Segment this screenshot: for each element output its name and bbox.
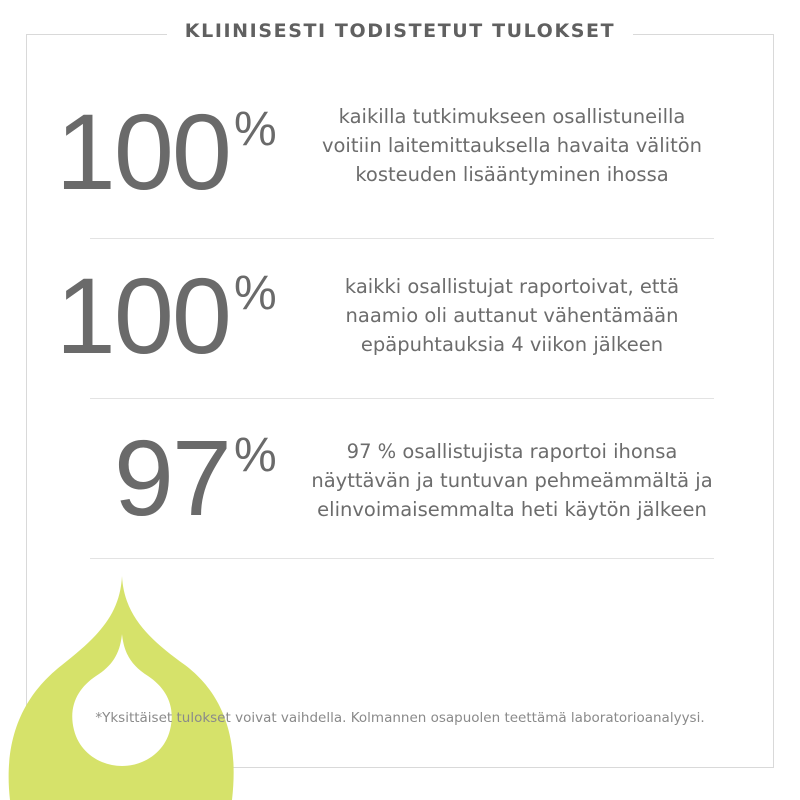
stat-description (292, 437, 732, 524)
stat-description-line: 97 % osallistujista raportoi ihonsa (346, 440, 678, 463)
stat-number: 100 (55, 91, 230, 212)
footnote: *Yksittäiset tulokset voivat vaihdella. Kolmannen osapuolen teettämä laboratorioanalyysi. (95, 710, 705, 726)
page-heading (0, 20, 800, 42)
stat-description-line: voitiin laitemittauksella havaita välitön (321, 134, 703, 157)
water-drop-icon (0, 570, 260, 800)
stat-block-3 (0, 417, 800, 584)
stat-description (292, 272, 732, 359)
divider (90, 558, 714, 559)
percent-sign: % (234, 267, 277, 320)
stat-description-line: naamio oli auttanut vähentämään (345, 304, 679, 327)
stat-block-1 (0, 91, 800, 258)
stat-number: 97 (113, 417, 230, 538)
stat-description-line: kaikilla tutkimukseen osallistuneilla (338, 105, 686, 128)
stat-description-line: näyttävän ja tuntuvan pehmeämmältä ja (311, 469, 713, 492)
page-title: KLIINISESTI TODISTETUT TULOKSET (167, 20, 633, 42)
stat-number: 100 (55, 255, 230, 376)
stat-description (292, 102, 732, 189)
stat-description-line: epäpuhtauksia 4 viikon jälkeen (360, 333, 664, 356)
stat-description-line: kosteuden lisääntyminen ihossa (355, 163, 669, 186)
divider (90, 398, 714, 399)
percent-sign: % (234, 429, 277, 482)
stat-description-line: elinvoimaisemmalta heti käytön jälkeen (317, 498, 707, 521)
divider (90, 238, 714, 239)
stat-description-line: kaikki osallistujat raportoivat, että (344, 275, 680, 298)
percent-sign: % (234, 103, 277, 156)
